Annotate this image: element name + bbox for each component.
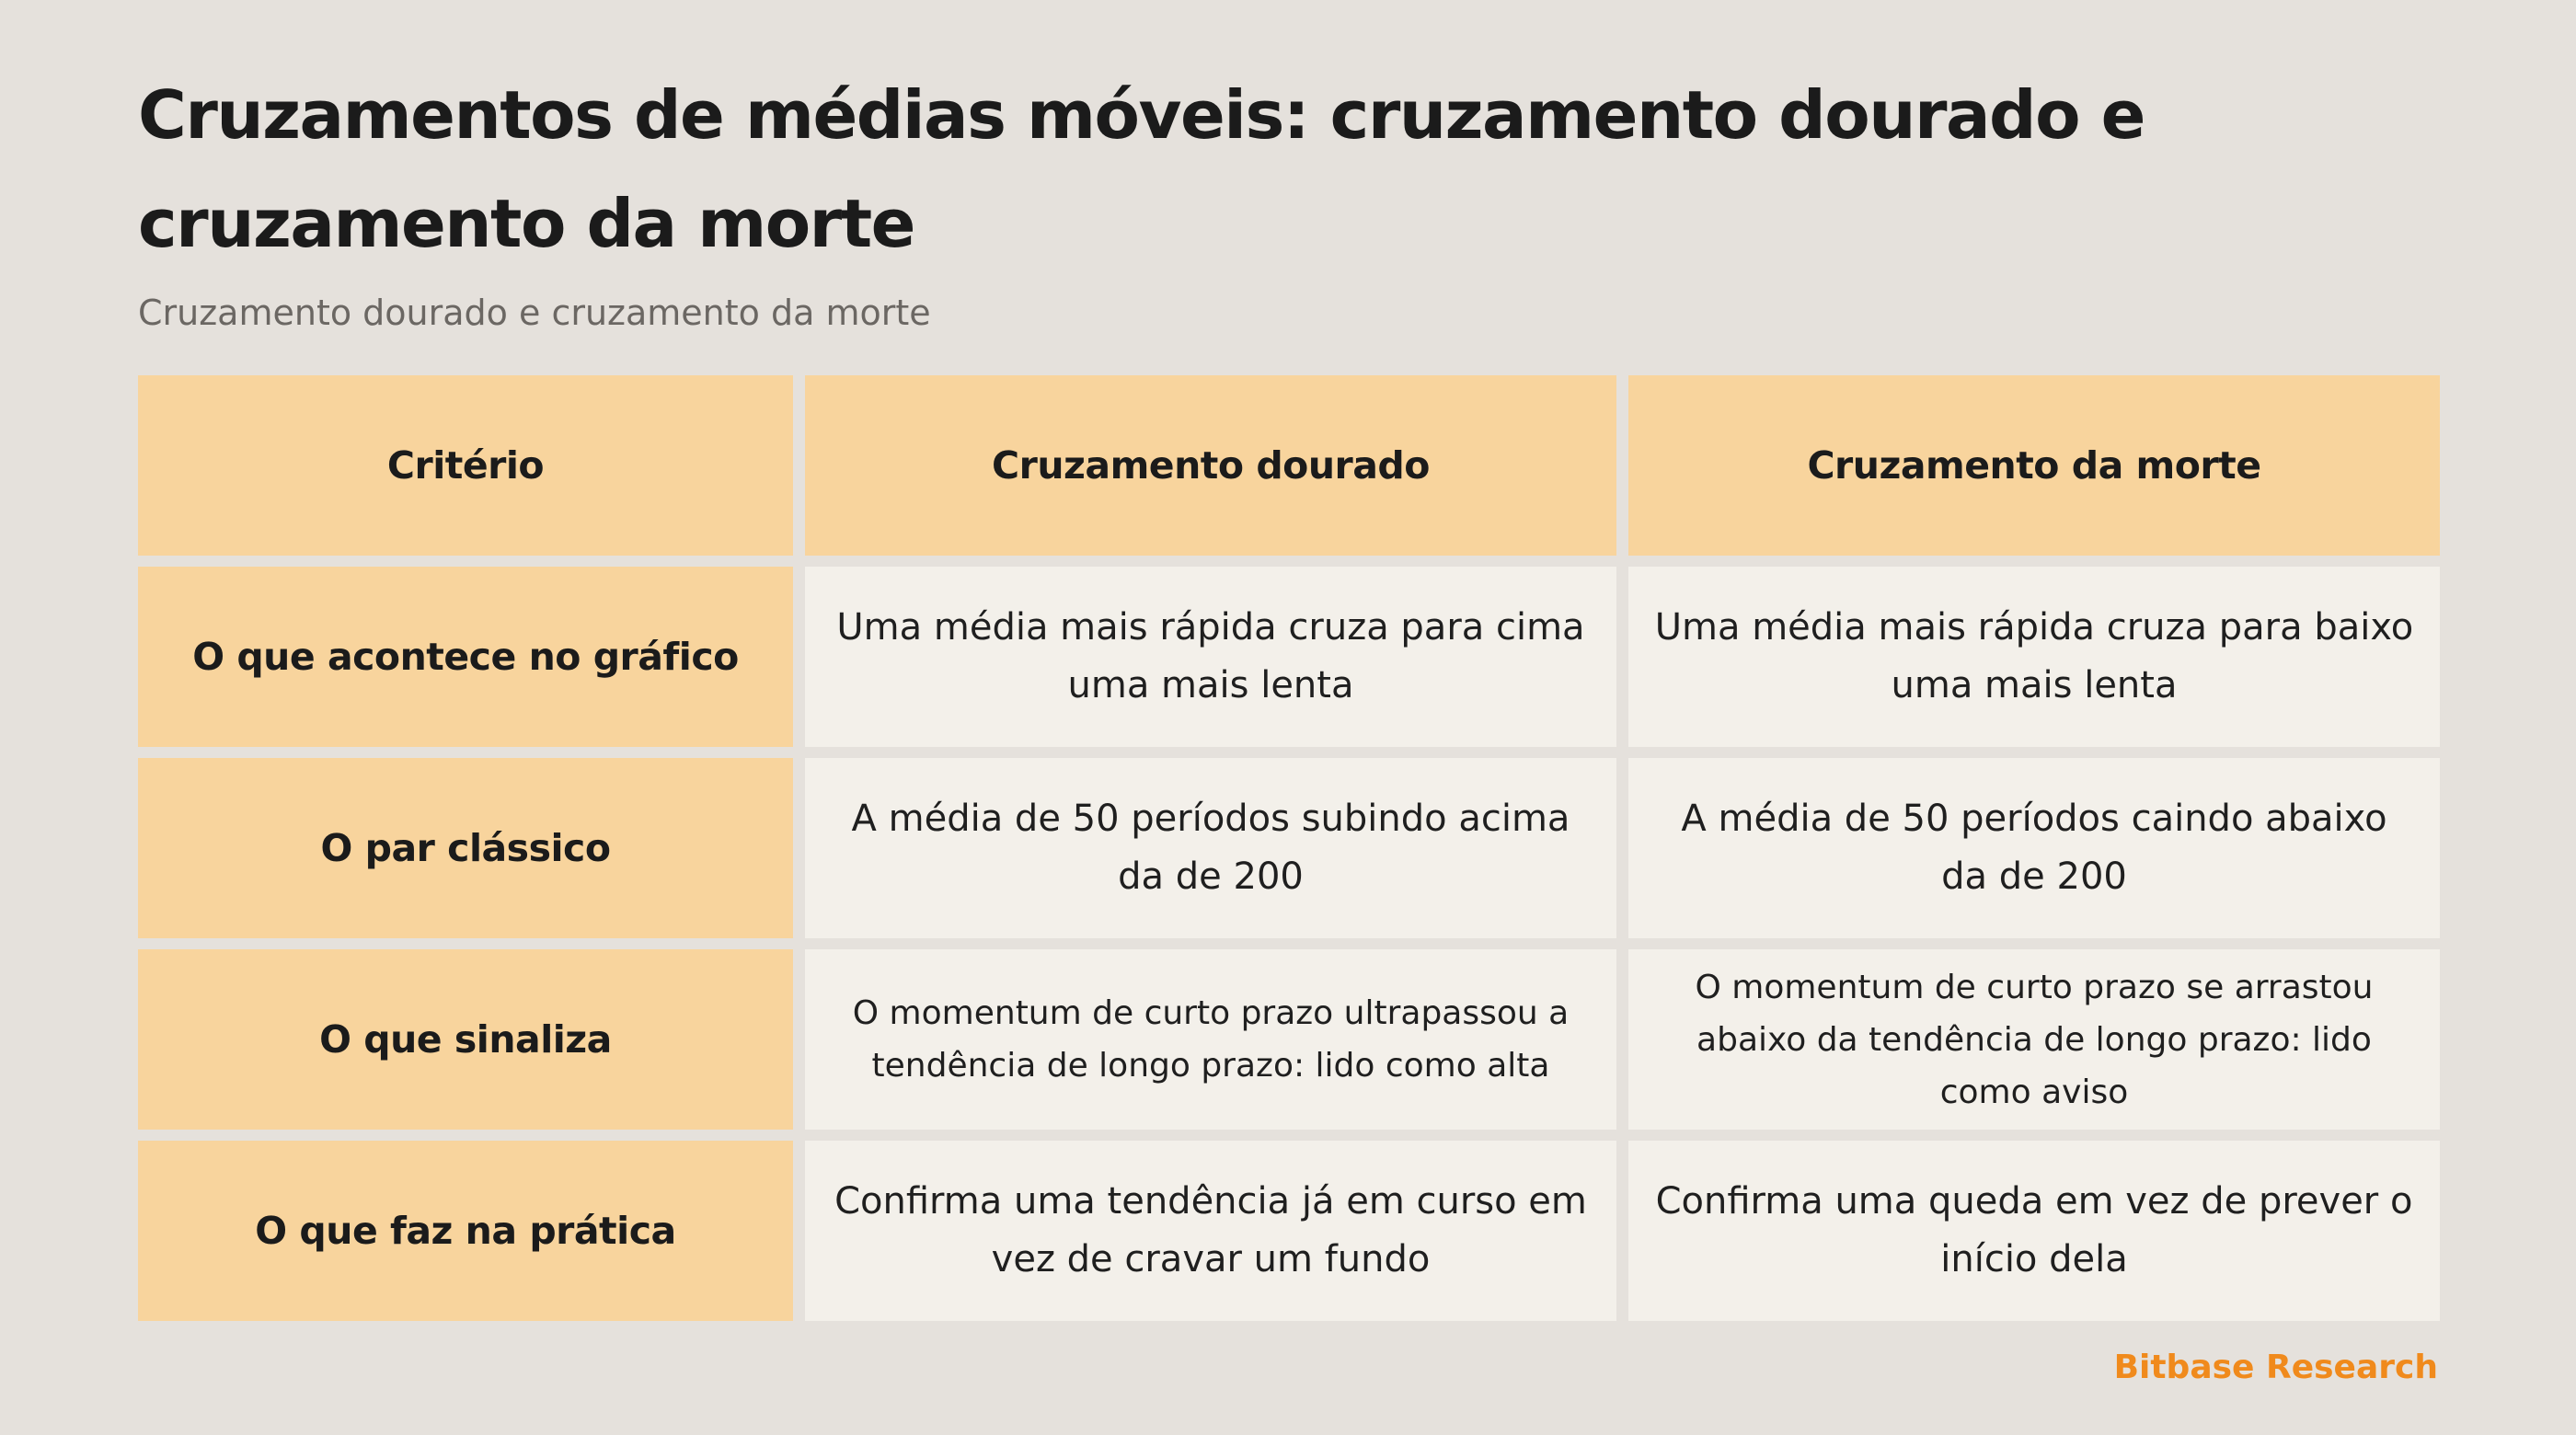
table-cell-death: O momentum de curto prazo se arrastou abaixo da tendência de longo prazo: lido como aviso [1628,949,2440,1130]
table-cell-death: Confirma uma queda em vez de prever o início dela [1628,1141,2440,1321]
table-cell-golden: Confirma uma tendência já em curso em vez de cravar um fundo [805,1141,1616,1321]
column-header-criterion: Critério [138,375,793,556]
column-header-death-cross: Cruzamento da morte [1628,375,2440,556]
page-subtitle: Cruzamento dourado e cruzamento da morte [138,293,931,333]
row-header: O que faz na prática [138,1141,793,1321]
table-cell-golden: Uma média mais rápida cruza para cima uma mais lenta [805,567,1616,747]
column-header-golden-cross: Cruzamento dourado [805,375,1616,556]
row-header: O que acontece no gráfico [138,567,793,747]
table-cell-golden: O momentum de curto prazo ultrapassou a tendência de longo prazo: lido como alta [805,949,1616,1130]
table-cell-death: Uma média mais rápida cruza para baixo uma mais lenta [1628,567,2440,747]
table-cell-golden: A média de 50 períodos subindo acima da de 200 [805,758,1616,938]
table-cell-death: A média de 50 períodos caindo abaixo da de 200 [1628,758,2440,938]
row-header: O par clássico [138,758,793,938]
comparison-table [138,375,2440,1321]
row-header: O que sinaliza [138,949,793,1130]
brand-label: Bitbase Research [2113,1349,2438,1386]
page-title: Cruzamentos de médias móveis: cruzamento dourado e cruzamento da morte [138,76,2145,262]
